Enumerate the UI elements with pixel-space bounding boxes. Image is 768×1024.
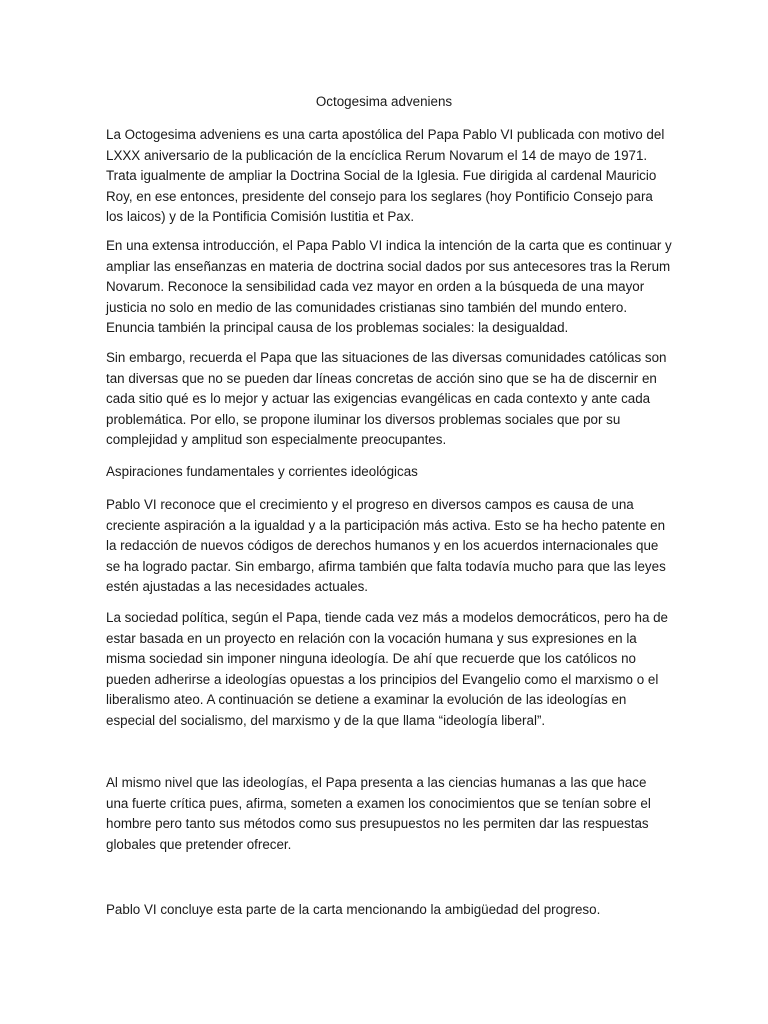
paragraph-intro: La Octogesima adveniens es una carta apostólica del Papa Pablo VI publicada con motivo del LXXX aniversario de la publicación de la encíclica Rerum Novarum el 14 de mayo de 1971. Trata igualmente de ampliar la Doctrina Social de la Iglesia. Fue dirigida al cardenal Mauricio Roy, en ese entonces, presidente del consejo para los seglares (hoy Pontificio Consejo para los laicos) y de la Pontificia Comisión Iustitia et Pax. — [106, 127, 665, 225]
document-title: Octogesima adveniens — [315, 94, 453, 109]
section-heading: Aspiraciones fundamentales y corrientes ideológicas — [106, 464, 418, 479]
paragraph-political-society: La sociedad política, según el Papa, tiende cada vez más a modelos democráticos, pero ha de estar basada en un proyecto en relación con la vocación humana y sus expresiones en la misma sociedad sin imponer ninguna ideología. De ahí que recuerde que los católicos no pueden adherirse a ideologías opuestas a los principios del Evangelio como el marxismo o el liberalismo ateo. A continuación se detiene a examinar la evolución de las ideologías en especial del socialismo, del marxismo y de la que llama “ideología liberal”. — [106, 610, 669, 728]
paragraph-introduction-summary: En una extensa introducción, el Papa Pablo VI indica la intención de la carta que es continuar y ampliar las enseñanzas en materia de doctrina social dados por sus antecesores tras la Rerum Novarum. Reconoce la sensibilidad cada vez mayor en orden a la búsqueda de una mayor justicia no solo en medio de las comunidades cristianas sino también del mundo entero. Enuncia también la principal causa de los problemas sociales: la desigualdad. — [106, 238, 672, 336]
paragraph-situations: Sin embargo, recuerda el Papa que las situaciones de las diversas comunidades católicas son tan diversas que no se pueden dar líneas concretas de acción sino que se ha de discernir en cada sitio qué es lo mejor y actuar las exigencias evangélicas en cada contexto y ante cada problemática. Por ello, se propone iluminar los diversos problemas sociales que por su complejidad y amplitud son especialmente preocupantes. — [106, 350, 667, 448]
paragraph-human-sciences: Al mismo nivel que las ideologías, el Papa presenta a las ciencias humanas a las que hace una fuerte crítica pues, afirma, someten a examen los conocimientos que se tenían sobre el hombre pero tanto sus métodos como sus presupuestos no les permiten dar las respuestas globales que pretender ofrecer. — [106, 775, 651, 852]
paragraph-progress: Pablo VI concluye esta parte de la carta mencionando la ambigüedad del progreso. — [106, 902, 601, 917]
paragraph-aspirations: Pablo VI reconoce que el crecimiento y el progreso en diversos campos es causa de una creciente aspiración a la igualdad y a la participación más activa. Esto se ha hecho patente en la redacción de nuevos códigos de derechos humanos y en los acuerdos internacionales que se ha logrado pactar. Sin embargo, afirma también que falta todavía mucho para que las leyes estén ajustadas a las necesidades actuales. — [106, 497, 666, 595]
